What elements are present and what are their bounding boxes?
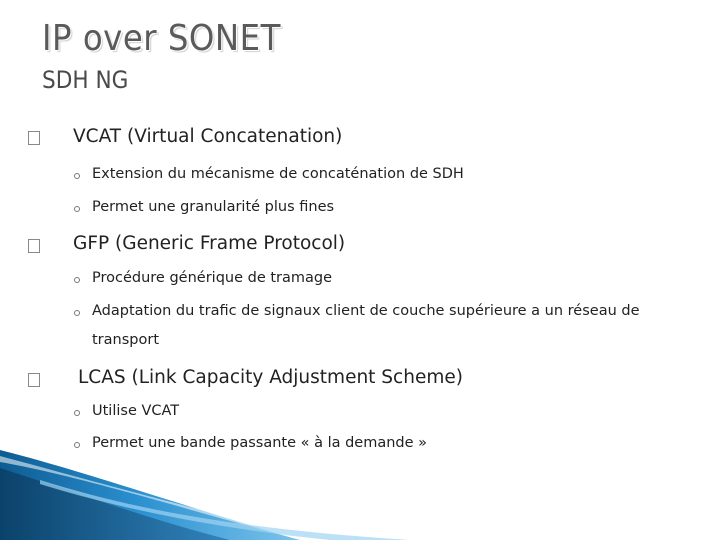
slide-title: IP over SONET — [42, 18, 281, 59]
ring-bullet-icon — [74, 206, 80, 212]
list-item: Procédure générique de tramage — [92, 270, 333, 286]
section-heading-vcat: VCAT (Virtual Concatenation) — [73, 126, 343, 147]
list-item: Adaptation du trafic de signaux client de couche supérieure a un réseau de — [92, 303, 640, 319]
decorative-wave — [0, 450, 420, 540]
square-bullet-icon — [28, 239, 40, 253]
ring-bullet-icon — [74, 173, 80, 179]
ring-bullet-icon — [74, 277, 80, 283]
square-bullet-icon — [28, 131, 40, 145]
square-bullet-icon — [28, 373, 40, 387]
list-item: Permet une granularité plus fines — [92, 199, 335, 215]
list-item: Permet une bande passante « à la demande » — [92, 435, 428, 451]
list-item: Utilise VCAT — [92, 403, 180, 419]
list-item: Extension du mécanisme de concaténation de SDH — [92, 166, 464, 182]
slide-subtitle: SDH NG — [42, 66, 129, 94]
ring-bullet-icon — [74, 410, 80, 416]
list-item-continuation: transport — [92, 332, 159, 348]
section-heading-lcas: LCAS (Link Capacity Adjustment Scheme) — [78, 367, 463, 388]
section-heading-gfp: GFP (Generic Frame Protocol) — [73, 233, 346, 254]
ring-bullet-icon — [74, 310, 80, 316]
ring-bullet-icon — [74, 442, 80, 448]
